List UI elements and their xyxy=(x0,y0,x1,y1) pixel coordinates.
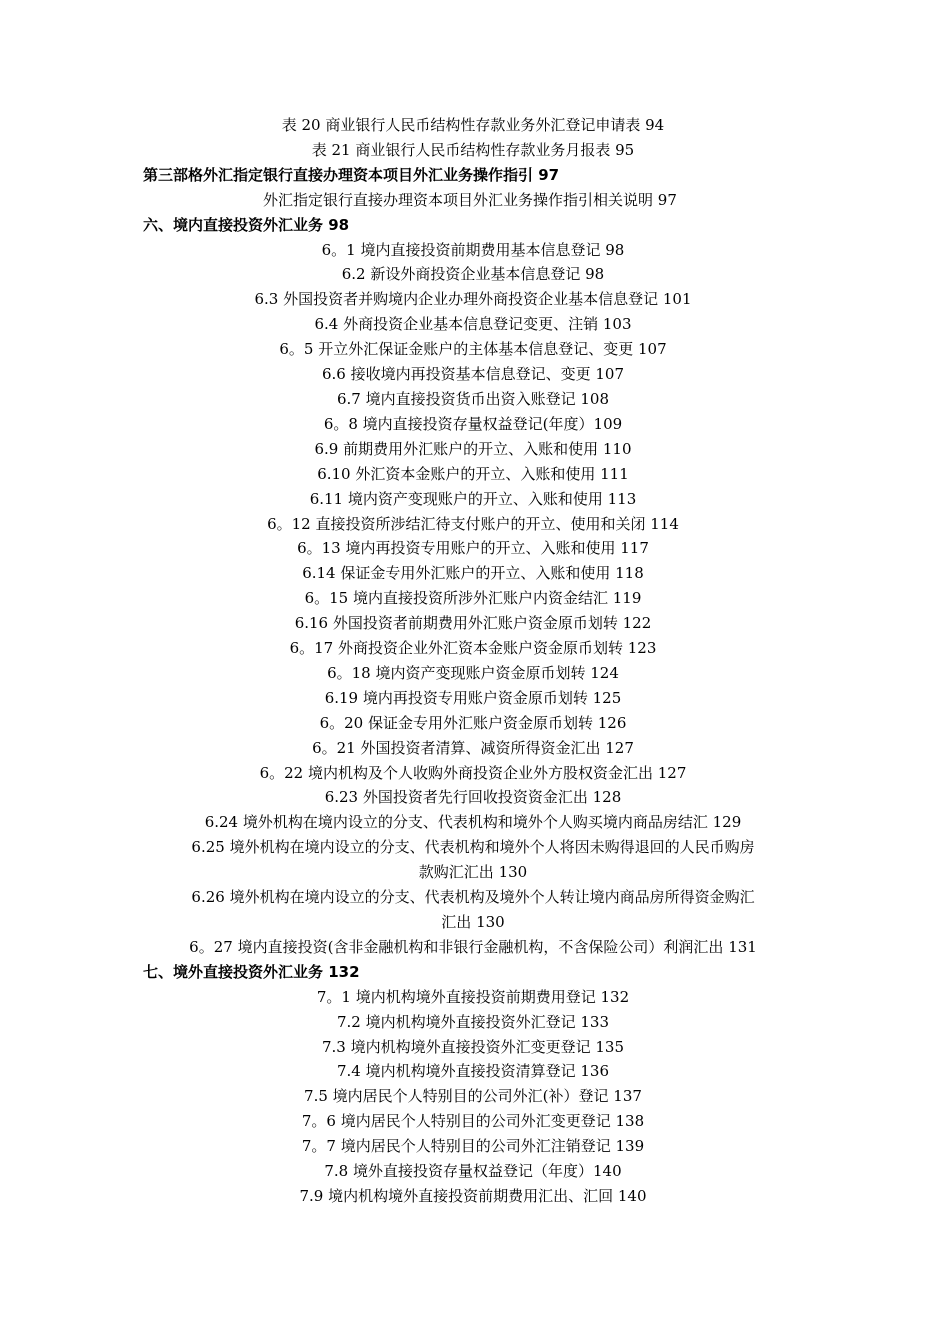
toc-entry: 6.11 境内资产变现账户的开立、入账和使用 113 xyxy=(309,489,637,508)
toc-entry: 6。15 境内直接投资所涉外汇账户内资金结汇 119 xyxy=(304,589,642,608)
toc-entry: 7.5 境内居民个人特别目的公司外汇(补）登记 137 xyxy=(304,1087,642,1106)
toc-entry: 6.10 外汇资本金账户的开立、入账和使用 111 xyxy=(317,464,629,483)
toc-entry: 6.9 前期费用外汇账户的开立、入账和使用 110 xyxy=(314,439,632,458)
toc-entry-multiline xyxy=(143,835,803,885)
toc-entry-line: 6.25 境外机构在境内设立的分支、代表机构和境外个人将因未购得退回的人民币购房 xyxy=(191,838,755,857)
toc-entry: 表 20 商业银行人民币结构性存款业务外汇登记申请表 94 xyxy=(281,116,665,134)
toc-entry-line: 汇出 130 xyxy=(441,913,505,931)
toc-entry-line: 款购汇汇出 130 xyxy=(418,863,528,882)
toc-entry: 6.24 境外机构在境内设立的分支、代表机构和境外个人购买境内商品房结汇 129 xyxy=(204,813,742,832)
toc-entry: 6。17 外商投资企业外汇资本金账户资金原币划转 123 xyxy=(289,639,657,658)
toc-entry: 6。1 境内直接投资前期费用基本信息登记 98 xyxy=(321,240,625,259)
toc-entry: 7.2 境内机构境外直接投资外汇登记 133 xyxy=(336,1012,610,1031)
toc-entry: 6.4 外商投资企业基本信息登记变更、注销 103 xyxy=(314,315,632,334)
toc-entry: 7.3 境内机构境外直接投资外汇变更登记 135 xyxy=(321,1037,625,1056)
toc-entry: 7.9 境内机构境外直接投资前期费用汇出、汇回 140 xyxy=(299,1186,647,1205)
toc-entry: 6。12 直接投资所涉结汇待支付账户的开立、使用和关闭 114 xyxy=(267,514,679,533)
toc-entry: 6.6 接收境内再投资基本信息登记、变更 107 xyxy=(321,365,625,384)
toc-entry: 6.19 境内再投资专用账户资金原币划转 125 xyxy=(324,688,622,707)
toc-entry: 6.16 外国投资者前期费用外汇账户资金原币划转 122 xyxy=(294,614,652,633)
toc-section-heading: 第三部格外汇指定银行直接办理资本项目外汇业务操作指引 97 xyxy=(143,165,560,184)
toc-entry: 7。7 境内居民个人特别目的公司外汇注销登记 139 xyxy=(301,1137,645,1156)
toc-entry: 7.4 境内机构境外直接投资清算登记 136 xyxy=(336,1062,610,1081)
toc-entry: 6。27 境内直接投资(含非金融机构和非银行金融机构，不含保险公司）利润汇出 131 xyxy=(189,937,757,956)
toc-entry: 7。1 境内机构境外直接投资前期费用登记 132 xyxy=(316,987,630,1006)
toc-entry: 6.2 新设外商投资企业基本信息登记 98 xyxy=(341,265,605,284)
table-of-contents xyxy=(143,113,803,1209)
toc-section-heading: 六、境内直接投资外汇业务 98 xyxy=(143,215,350,234)
toc-entry: 6。20 保证金专用外汇账户资金原币划转 126 xyxy=(319,713,627,732)
toc-entry: 6.14 保证金专用外汇账户的开立、入账和使用 118 xyxy=(302,564,644,583)
toc-entry: 6.23 外国投资者先行回收投资资金汇出 128 xyxy=(324,788,622,807)
toc-entry: 6。22 境内机构及个人收购外商投资企业外方股权资金汇出 127 xyxy=(259,763,687,782)
toc-entry: 表 21 商业银行人民币结构性存款业务月报表 95 xyxy=(311,140,635,159)
toc-entry-line: 6.26 境外机构在境内设立的分支、代表机构及境外个人转让境内商品房所得资金购汇 xyxy=(191,888,755,907)
toc-entry: 6。13 境内再投资专用账户的开立、入账和使用 117 xyxy=(297,539,649,558)
toc-entry: 6。8 境内直接投资存量权益登记(年度）109 xyxy=(323,414,623,433)
toc-entry: 6。5 开立外汇保证金账户的主体基本信息登记、变更 107 xyxy=(279,340,667,359)
toc-entry: 6.3 外国投资者并购境内企业办理外商投资企业基本信息登记 101 xyxy=(254,290,692,309)
toc-entry: 6。18 境内资产变现账户资金原币划转 124 xyxy=(327,663,619,682)
toc-entry: 6.7 境内直接投资货币出资入账登记 108 xyxy=(336,389,610,408)
toc-entry: 6。21 外国投资者清算、减资所得资金汇出 127 xyxy=(312,738,634,757)
toc-entry: 外汇指定银行直接办理资本项目外汇业务操作指引相关说明 97 xyxy=(263,190,677,209)
toc-entry: 7.8 境外直接投资存量权益登记（年度）140 xyxy=(324,1162,622,1181)
toc-entry: 7。6 境内居民个人特别目的公司外汇变更登记 138 xyxy=(301,1112,645,1131)
toc-entry-multiline xyxy=(143,885,803,935)
toc-section-heading: 七、境外直接投资外汇业务 132 xyxy=(143,962,360,981)
